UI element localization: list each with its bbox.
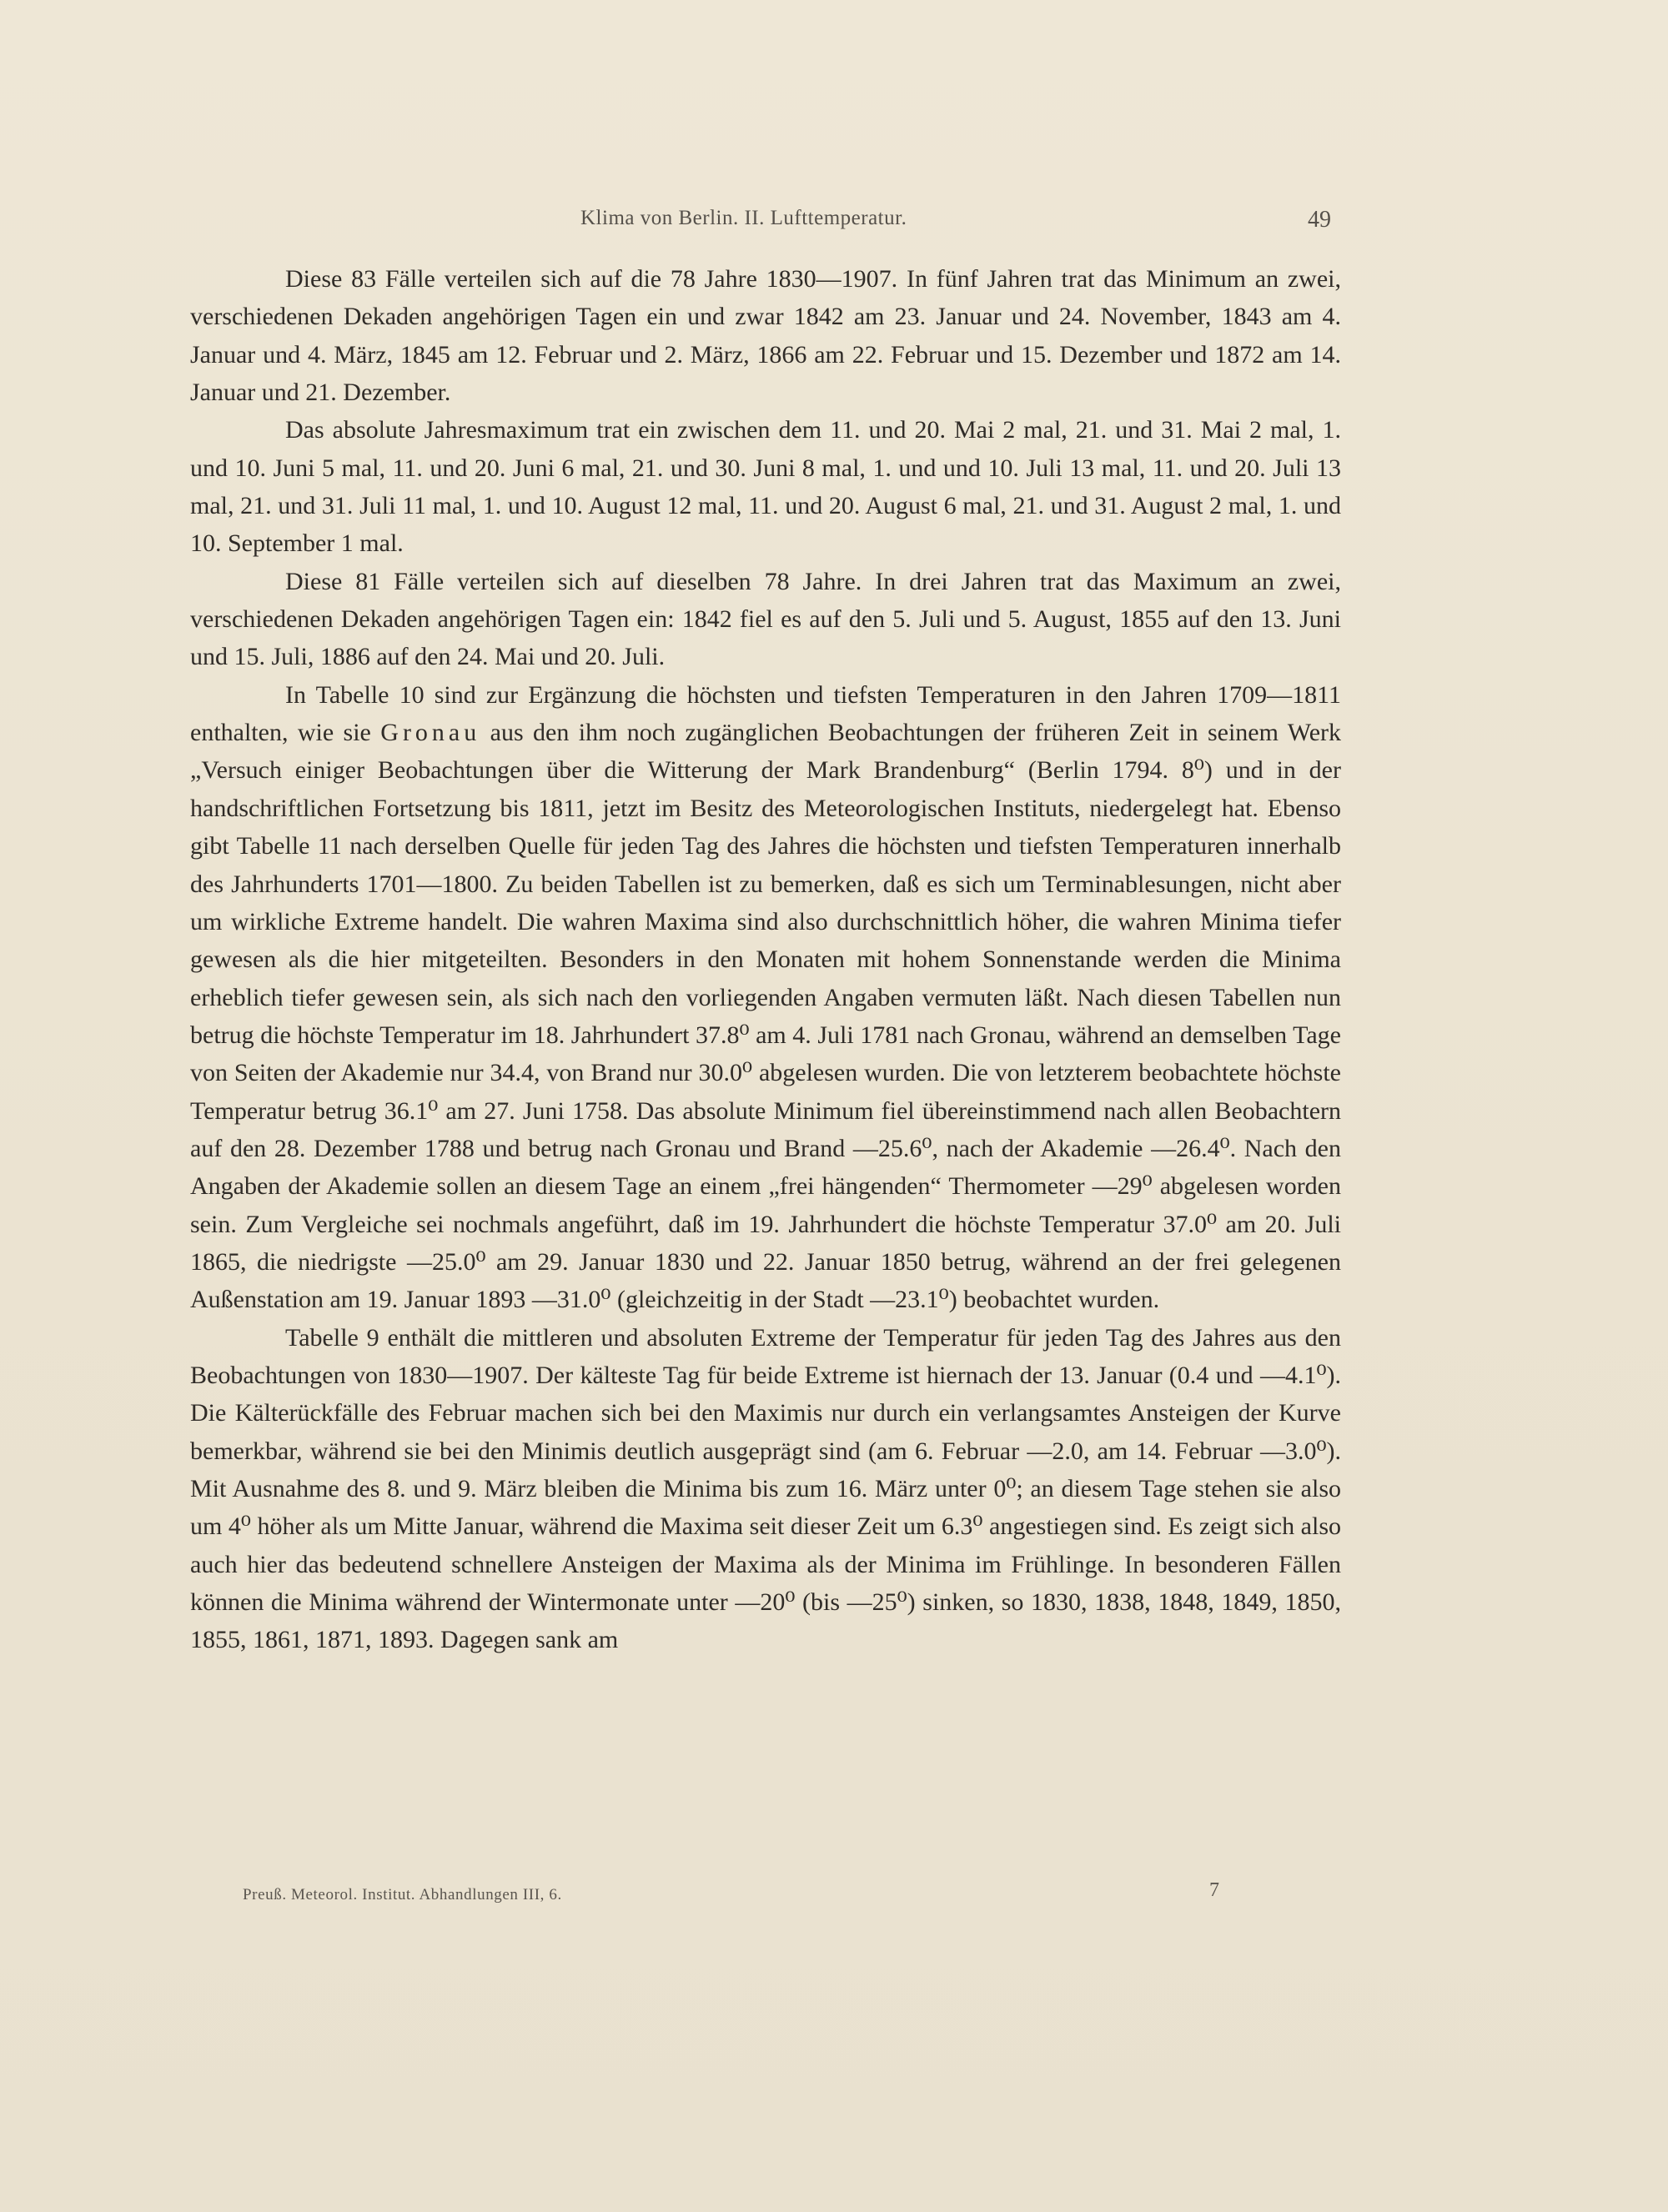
paragraph-table-9: Tabelle 9 enthält die mittleren und absoluten Extreme der Temperatur für jeden Tag des Jahres aus den Beobachtungen von 1830—1907. Der kälteste Tag für beide Extreme ist hiernach der 13. Januar (0.4 und —4.1⁰). Die Kälterückfälle des Februar machen sich bei den Maximis nur durch ein verlangsamtes Ansteigen der Kurve bemerkbar, während sie bei den Minimis deutlich ausgeprägt sind (am 6. Februar —2.0, am 14. Februar —3.0⁰). Mit Ausnahme des 8. und 9. März bleiben die Minima bis zum 16. März unter 0⁰; an diesem Tage stehen sie also um 4⁰ höher als um Mitte Januar, während die Maxima seit dieser Zeit um 6.3⁰ angestiegen sind. Es zeigt sich also auch hier das bedeutend schnellere Ansteigen der Maxima als der Minima im Frühlinge. In besonderen Fällen können die Minima während der Wintermonate unter —20⁰ (bis —25⁰) sinken, so 1830, 1838, 1848, 1849, 1850, 1855, 1861, 1871, 1893. Dagegen sank am xyxy=(190,1323,1341,1654)
paragraph-historical-extremes xyxy=(190,676,1341,1319)
paragraph-annual-maximum: Das absolute Jahresmaximum trat ein zwischen dem 11. und 20. Mai 2 mal, 21. und 31. Mai 2 mal, 1. und 10. Juni 5 mal, 11. und 20. Juni 6 mal, 21. und 30. Juni 8 mal, 1. und und 10. Juli 13 mal, 11. und 20. Juli 13 mal, 21. und 31. Juli 11 mal, 1. und 10. August 12 mal, 11. und 20. August 6 mal, 21. und 31. August 2 mal, 1. und 10. September 1 mal. xyxy=(190,416,1341,558)
paragraph-text: aus den ihm noch zugänglichen Beobachtungen der früheren Zeit in seinem Werk „Versuch einiger Beobachtungen über die Witterung der Mark Brandenburg“ (Berlin 1794. 8⁰) und in der handschriftlichen Fortsetzung bis 1811, jetzt im Besitz des Meteorologischen Instituts, niedergelegt hat. Ebenso gibt Tabelle 11 nach derselben Quelle für jeden Tag des Jahres die höchsten und tiefsten Temperaturen innerhalb des Jahrhunderts 1701—1800. Zu beiden Tabellen ist zu bemerken, daß es sich um Terminablesungen, nicht aber um wirkliche Extreme handelt. Die wahren Maxima sind also durchschnittlich höher, die wahren Minima tiefer gewesen als die hier mitgeteilten. Besonders in den Monaten mit hohem Sonnenstande werden die Minima erheblich tiefer gewesen sein, als sich nach den vorliegenden Angaben vermuten läßt. Nach diesen Tabellen nun betrug die höchste Temperatur im 18. Jahrhundert 37.8⁰ am 4. Juli 1781 nach Gronau, während an demselben Tage von Seiten der Akademie nur 34.4, von Brand nur 30.0⁰ abgelesen wurden. Die von letzterem beobachtete höchste Temperatur betrug 36.1⁰ am 27. Juni 1758. Das absolute Minimum fiel übereinstimmend nach allen Beobachtern auf den 28. Dezember 1788 und betrug nach Gronau und Brand —25.6⁰, nach der Akademie —26.4⁰. Nach den Angaben der Akademie sollen an diesem Tage an einem „frei hängenden“ Thermometer —29⁰ abgelesen worden sein. Zum Vergleiche sei nochmals angeführt, daß im 19. Jahrhundert die höchste Temperatur 37.0⁰ am 20. Juli 1865, die niedrigste —25.0⁰ am 29. Januar 1830 und 22. Januar 1850 betrug, während an der frei gelegenen Außenstation am 19. Januar 1893 —31.0⁰ (gleichzeitig in der Stadt —23.1⁰) beobachtet wurden. xyxy=(190,719,1341,1314)
paragraph-maximum-cases: Diese 81 Fälle verteilen sich auf dieselben 78 Jahre. In drei Jahren trat das Maximum an zwei, verschiedenen Dekaden angehörigen Tagen ein: 1842 fiel es auf den 5. Juli und 5. August, 1855 auf den 13. Juni und 15. Juli, 1886 auf den 24. Mai und 20. Juli. xyxy=(190,567,1341,671)
signature-mark: 7 xyxy=(1209,1879,1219,1901)
body-text xyxy=(190,260,1341,1659)
paragraph-minimum-cases: Diese 83 Fälle verteilen sich auf die 78 Jahre 1830—1907. In fünf Jahren trat das Minimum an zwei, verschiedenen Dekaden angehörigen Tagen ein und zwar 1842 am 23. Januar und 24. November, 1843 am 4. Januar und 4. März, 1845 am 12. Februar und 2. März, 1866 am 22. Februar und 15. Dezember und 1872 am 14. Januar und 21. Dezember. xyxy=(190,265,1341,407)
publication-line: Preuß. Meteorol. Institut. Abhandlungen III, 6. xyxy=(243,1886,562,1904)
running-title: Klima von Berlin. II. Lufttemperatur. xyxy=(580,207,907,229)
running-header xyxy=(0,207,1668,240)
page-number: 49 xyxy=(1308,207,1331,233)
paragraph-text: In Tabelle 10 sind zur Ergänzung die höchsten und tiefsten Temperaturen in den Jahren 1709—1811 enthalten, wie sie xyxy=(190,680,1341,747)
author-name-gronau: Gronau xyxy=(380,719,481,747)
